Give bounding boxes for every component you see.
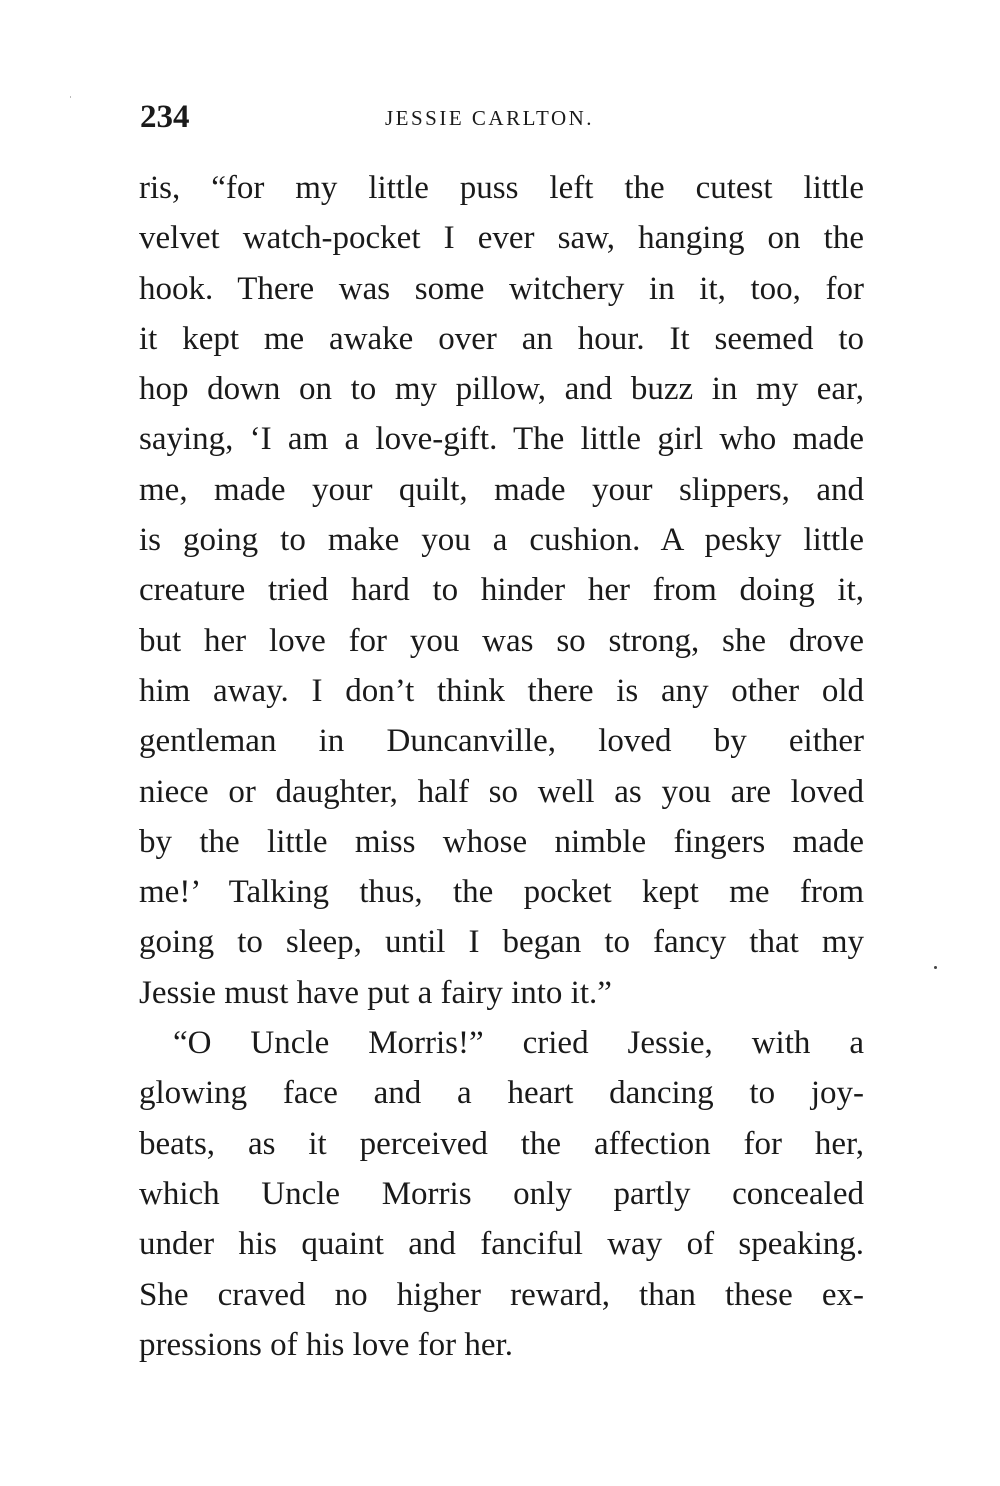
text-line: under his quaint and fanciful way of speaking. xyxy=(139,1226,864,1263)
text-line: it kept me awake over an hour. It seemed to xyxy=(139,320,864,357)
text-line: which Uncle Morris only partly concealed xyxy=(139,1175,864,1212)
text-line: gentleman in Duncanville, loved by either xyxy=(139,723,864,760)
text-line: by the little miss whose nimble fingers made xyxy=(139,823,864,860)
text-line: niece or daughter, half so well as you are loved xyxy=(139,773,864,810)
text-line: glowing face and a heart dancing to joy- xyxy=(139,1075,864,1112)
text-line: ris, “for my little puss left the cutest little xyxy=(139,170,864,206)
scan-speck xyxy=(934,966,937,969)
text-line: creature tried hard to hinder her from doing it, xyxy=(139,572,864,609)
text-line: beats, as it perceived the affection for her, xyxy=(139,1125,864,1162)
text-line: going to sleep, until I began to fancy that my xyxy=(139,924,864,961)
text-line: velvet watch-pocket I ever saw, hanging on the xyxy=(139,220,864,257)
scan-speck xyxy=(70,96,71,98)
text-line: but her love for you was so strong, she drove xyxy=(139,622,864,659)
text-line: me!’ Talking thus, the pocket kept me from xyxy=(139,874,864,911)
text-line: me, made your quilt, made your slippers, and xyxy=(139,471,864,508)
text-line: is going to make you a cushion. A pesky little xyxy=(139,522,864,559)
page-number: 234 xyxy=(140,99,190,135)
text-line: him away. I don’t think there is any other old xyxy=(139,672,864,709)
text-line: She craved no higher reward, than these ex- xyxy=(139,1276,864,1313)
paragraph-end-line: pressions of his love for her. xyxy=(139,1326,513,1363)
body-text xyxy=(139,163,864,1370)
text-line: hook. There was some witchery in it, too, for xyxy=(139,270,864,307)
page-header xyxy=(140,92,865,142)
text-line: saying, ‘I am a love-gift. The little girl who made xyxy=(139,421,864,458)
text-line: hop down on to my pillow, and buzz in my ear, xyxy=(139,371,864,408)
paragraph-start-line: “O Uncle Morris!” cried Jessie, with a xyxy=(173,1025,864,1062)
paragraph-end-line: Jessie must have put a fairy into it.” xyxy=(139,974,612,1011)
running-title: JESSIE CARLTON. xyxy=(385,106,595,130)
